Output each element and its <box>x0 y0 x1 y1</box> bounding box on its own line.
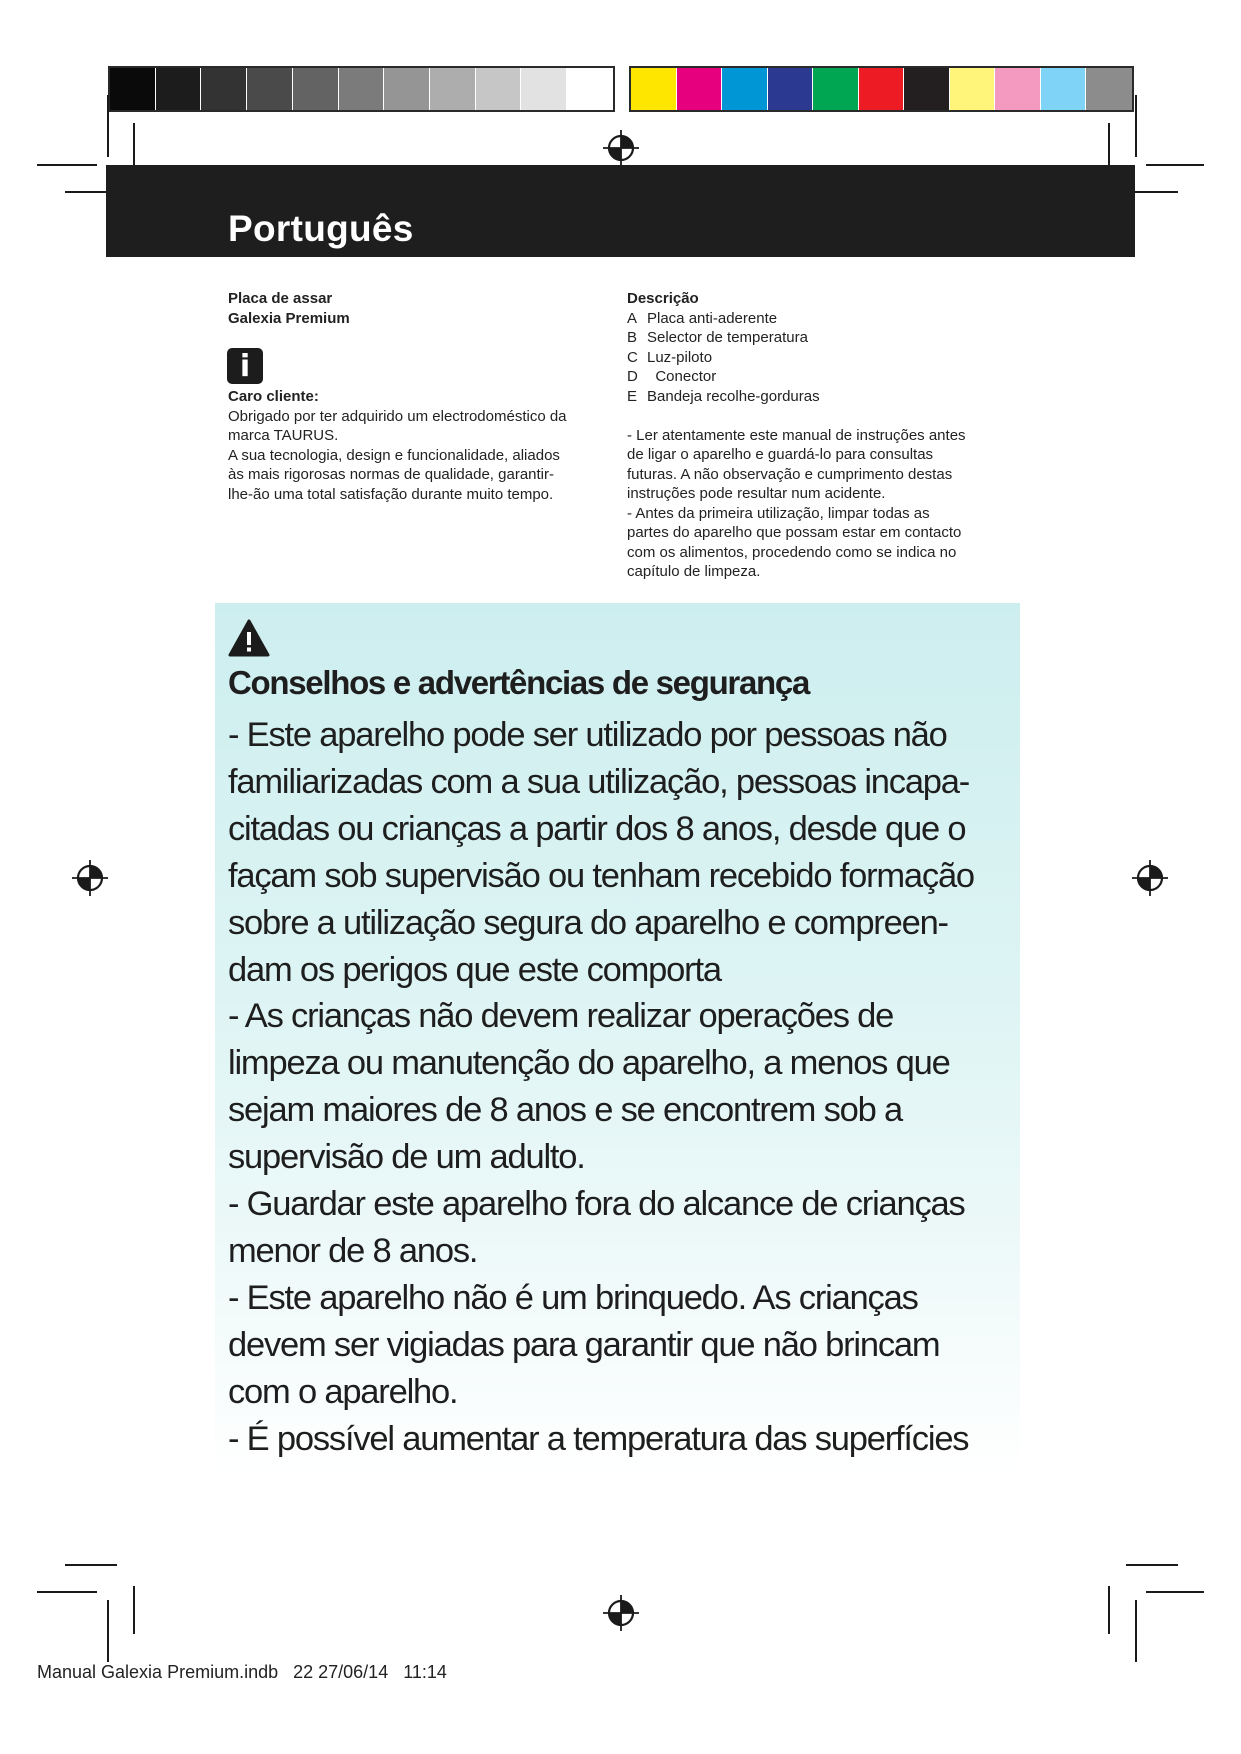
description-note-line: futuras. A não observação e cumprimento destas <box>627 465 953 483</box>
safety-warning-title: Conselhos e advertências de segurança <box>228 664 809 701</box>
safety-warning-line: familiarizadas com a sua utilização, pessoas incapa- <box>228 762 970 801</box>
gray-swatch <box>476 68 522 110</box>
safety-warning-line: - Este aparelho pode ser utilizado por pessoas não <box>228 716 947 754</box>
product-line-2: Galexia Premium <box>228 309 350 327</box>
color-swatch <box>1086 68 1132 110</box>
color-swatch <box>677 68 723 110</box>
description-item-key: B <box>627 329 638 346</box>
description-item-label: Conector <box>647 368 717 385</box>
gray-swatch <box>521 68 567 110</box>
color-swatch <box>631 68 677 110</box>
intro-line: lhe-ão uma total satisfação durante muito tempo. <box>228 485 554 503</box>
gray-swatch <box>293 68 339 110</box>
safety-warning-line: supervisão de um adulto. <box>228 1138 585 1177</box>
description-item-key: E <box>627 387 638 405</box>
color-swatch <box>768 68 814 110</box>
safety-warning-line: citadas ou crianças a partir dos 8 anos, desde que o <box>228 809 966 848</box>
intro-heading: Caro cliente: <box>228 388 319 405</box>
gray-swatch <box>247 68 293 110</box>
intro-text <box>228 407 628 505</box>
description-item <box>627 348 1027 368</box>
description-item-label: Luz-piloto <box>647 348 713 366</box>
color-swatch <box>950 68 996 110</box>
gray-swatch <box>384 68 430 110</box>
print-slug: Manual Galexia Premium.indb 22 27/06/14 11:14 <box>37 1662 447 1682</box>
description-item <box>627 309 1027 329</box>
gray-swatch <box>430 68 476 110</box>
description-item-key: C <box>627 348 638 366</box>
description-list <box>627 309 1027 407</box>
description-note-line: com os alimentos, procedendo como se indica no <box>627 543 957 561</box>
registration-mark-icon <box>1130 858 1170 898</box>
description-section <box>627 289 1027 582</box>
description-note-line: instruções pode resultar num acidente. <box>627 485 886 502</box>
safety-warning-text <box>228 712 1028 1463</box>
safety-warning-line: devem ser vigiadas para garantir que não brincam <box>228 1325 940 1364</box>
product-line-1: Placa de assar <box>228 290 333 307</box>
safety-warning-line: - É possível aumentar a temperatura das superfícies <box>228 1419 969 1458</box>
product-name <box>228 289 350 328</box>
process-color-bar <box>629 66 1134 112</box>
intro-line: marca TAURUS. <box>228 427 339 444</box>
safety-warning-line: - As crianças não devem realizar operações de <box>228 997 894 1036</box>
description-notes <box>627 426 1027 582</box>
registration-mark-icon <box>601 128 641 168</box>
intro-section <box>228 387 628 504</box>
warning-triangle-icon <box>227 618 271 658</box>
safety-warning-line: - Guardar este aparelho fora do alcance de crianças <box>228 1185 965 1224</box>
description-note-line: - Antes da primeira utilização, limpar todas as <box>627 504 930 522</box>
description-heading: Descrição <box>627 290 699 307</box>
description-note-line: de ligar o aparelho e guardá-lo para consultas <box>627 446 934 463</box>
safety-warning-line: - Este aparelho não é um brinquedo. As crianças <box>228 1278 918 1317</box>
color-swatch <box>1041 68 1087 110</box>
safety-warning-line: dam os perigos que este comporta <box>228 950 721 989</box>
color-swatch <box>904 68 950 110</box>
description-item-label: Selector de temperatura <box>647 329 808 346</box>
gray-swatch <box>110 68 156 110</box>
description-note-line: partes do aparelho que possam estar em contacto <box>627 524 962 541</box>
safety-warning-line: com o aparelho. <box>228 1372 458 1411</box>
gray-swatch <box>156 68 202 110</box>
description-item <box>627 387 1027 407</box>
description-item-label: Placa anti-aderente <box>647 309 778 327</box>
safety-warning-line: façam sob supervisão ou tenham recebido formação <box>228 856 974 895</box>
description-note-line: capítulo de limpeza. <box>627 563 761 580</box>
intro-line: às mais rigorosas normas de qualidade, garantir- <box>228 466 554 483</box>
page-title: Português <box>228 208 414 249</box>
description-note-line: - Ler atentamente este manual de instruções antes <box>627 426 966 444</box>
description-item-key: A <box>627 309 638 327</box>
description-item <box>627 367 1027 387</box>
gray-swatch <box>567 68 613 110</box>
gray-swatch <box>201 68 247 110</box>
registration-mark-icon <box>70 858 110 898</box>
intro-line: A sua tecnologia, design e funcionalidade, aliados <box>228 446 560 464</box>
safety-warning-line: limpeza ou manutenção do aparelho, a menos que <box>228 1044 950 1083</box>
gray-swatch <box>339 68 385 110</box>
color-swatch <box>859 68 905 110</box>
color-swatch <box>813 68 859 110</box>
info-icon: i <box>227 348 263 384</box>
safety-warning-line: sobre a utilização segura do aparelho e compreen- <box>228 903 948 942</box>
registration-mark-icon <box>601 1593 641 1633</box>
intro-line: Obrigado por ter adquirido um electrodoméstico da <box>228 407 567 425</box>
description-item <box>627 328 1027 348</box>
grayscale-color-bar <box>108 66 615 112</box>
safety-warning-line: menor de 8 anos. <box>228 1231 478 1270</box>
description-item-key: D <box>627 368 638 385</box>
color-swatch <box>722 68 768 110</box>
color-swatch <box>995 68 1041 110</box>
description-item-label: Bandeja recolhe-gorduras <box>647 387 820 405</box>
safety-warning-line: sejam maiores de 8 anos e se encontrem sob a <box>228 1091 903 1130</box>
